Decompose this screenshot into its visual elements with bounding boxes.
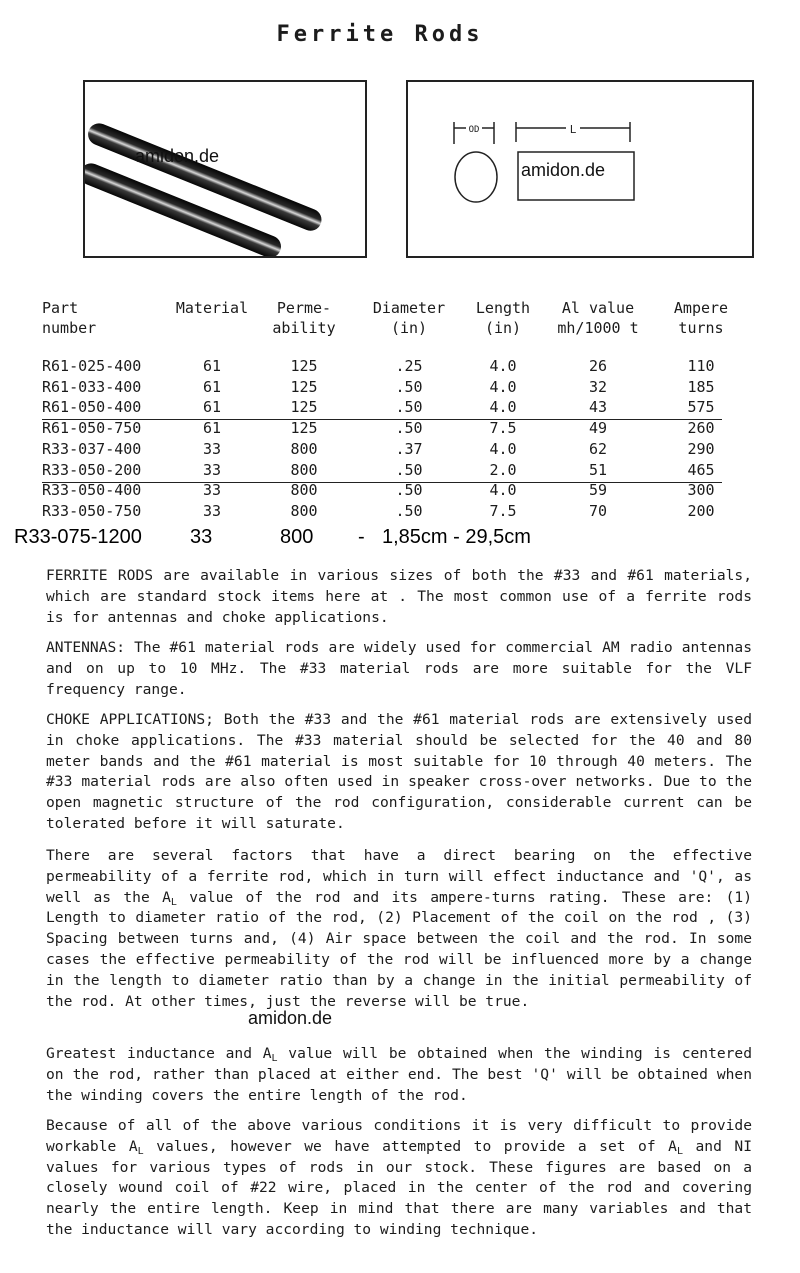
text-segment: values, however we have attempted to provide a set of A xyxy=(143,1137,677,1155)
table-cell: 70 xyxy=(588,501,608,520)
table-cell: R61-033-400 xyxy=(42,377,142,396)
table-rule xyxy=(42,419,722,420)
header-ampere-turns: Ampere turns xyxy=(673,299,729,337)
extra-dash: - xyxy=(358,526,365,548)
table-cell: 800 xyxy=(290,501,318,520)
table-rule xyxy=(42,482,722,483)
table-cell: 59 xyxy=(588,481,608,500)
table-cell: 800 xyxy=(290,439,318,458)
table-cell: 61 xyxy=(202,377,222,396)
table-cell: .50 xyxy=(395,460,423,479)
table-cell: 125 xyxy=(290,419,318,438)
table-cell: 32 xyxy=(588,377,608,396)
table-cell: .50 xyxy=(395,377,423,396)
table-cell: 33 xyxy=(202,501,222,520)
table-cell: 125 xyxy=(290,398,318,417)
table-cell: .37 xyxy=(395,439,423,458)
table-cell: 49 xyxy=(588,419,608,438)
table-cell: 125 xyxy=(290,377,318,396)
table-cell: 290 xyxy=(687,439,715,458)
extra-permeability: 800 xyxy=(280,526,314,548)
text-segment: value of the rod and its ampere-turns rating. These are: (1) Length to diameter ratio of the rod, (2) Placement of the coil on the rod , (3) Spacing between turns and, (4) Air space between the coil and the rod. In some cases the effective permeability of the rod will be influenced more by a change in the length to diameter ratio than by a change in the initial permeability of the rod. At other times, just the reverse will be true. xyxy=(46,888,752,1010)
header-length: Length (in) xyxy=(475,299,531,337)
table-cell: 185 xyxy=(687,377,715,396)
table-cell: R33-050-200 xyxy=(42,460,142,479)
table-cell: 7.5 xyxy=(489,419,517,438)
table-cell: 110 xyxy=(687,357,715,375)
table-cell: 4.0 xyxy=(489,377,517,396)
od-label: OD xyxy=(468,125,480,135)
table-cell: 26 xyxy=(588,357,608,375)
table-cell: 260 xyxy=(687,419,715,438)
table-cell: .50 xyxy=(395,481,423,500)
text-segment: and NI values for various types of rods in our stock. These figures are based on a closely wound coil of #22 wire, placed in the center of the rod and covering nearly the entire length. Keep in mind that there are many variables and that the inductance will vary according to winding technique. xyxy=(46,1137,752,1238)
table-cell: 51 xyxy=(588,460,608,479)
paragraph-inductance xyxy=(46,1044,752,1106)
table-cell: 61 xyxy=(202,419,222,438)
rod-photo-figure xyxy=(83,80,367,258)
table-cell: .50 xyxy=(395,419,423,438)
table-cell: R61-050-750 xyxy=(42,419,142,438)
table-cell: R33-050-400 xyxy=(42,481,142,500)
subscript: L xyxy=(170,896,177,908)
subscript: L xyxy=(676,1145,683,1157)
table-cell: 300 xyxy=(687,481,715,500)
table-cell: .50 xyxy=(395,501,423,520)
subscript: L xyxy=(271,1053,278,1064)
table-cell: 43 xyxy=(588,398,608,417)
header-part-number: Part number xyxy=(42,299,97,337)
watermark: amidon.de xyxy=(135,146,220,166)
table-cell: 200 xyxy=(687,501,715,520)
paragraph-intro: FERRITE RODS are available in various sizes of both the #33 and #61 materials, which are standard stock items here at . The most common use of a ferrite rods is for antennas and choke applications. xyxy=(46,567,752,626)
header-al-value: Al value mh/1000 t xyxy=(557,299,639,337)
table-cell: 33 xyxy=(202,460,222,479)
table-cell: 33 xyxy=(202,439,222,458)
text-segment: There are several factors that have a direct bearing on the effective permeability of a ferrite rod, which in turn will effect inductance and 'Q', as well as the A xyxy=(46,847,752,906)
extra-dimensions: 1,85cm - 29,5cm xyxy=(382,526,531,548)
table-cell: 465 xyxy=(687,460,715,479)
table-cell: 61 xyxy=(202,398,222,417)
paragraph-antennas: ANTENNAS: The #61 material rods are widely used for commercial AM radio antennas and on up to 10 MHz. The #33 material rods are more suitable for the VLF frequency range. xyxy=(46,639,752,698)
table-cell: 61 xyxy=(202,357,222,375)
table-cell: 4.0 xyxy=(489,481,517,500)
table-cell: R33-037-400 xyxy=(42,439,142,458)
table-cell: .25 xyxy=(395,357,423,375)
table-cell: R33-050-750 xyxy=(42,501,142,520)
paragraph-choke: CHOKE APPLICATIONS; Both the #33 and the #61 material rods are extensively used in choke applications. The #33 material should be selected for the 40 and 80 meter bands and the #61 material is most suitable for 10 through 40 meters. The #33 material rods are also often used in speaker cross-over networks. Due to the open magnetic structure of the rod configuration, considerable current can be tolerated before it will saturate. xyxy=(46,711,752,832)
rod-dimension-drawing xyxy=(406,80,754,258)
header-permeability: Perme- ability xyxy=(272,299,336,337)
text-segment: value will be obtained when the winding is centered on the rod, rather than placed at either end. The best 'Q' will be obtained when the winding covers the entire length of the rod. xyxy=(46,1045,752,1104)
table-cell: 125 xyxy=(290,357,318,375)
header-material: Material xyxy=(175,299,249,317)
table-cell: 800 xyxy=(290,481,318,500)
table-cell: 575 xyxy=(687,398,715,417)
subscript: L xyxy=(137,1145,144,1157)
extra-material: 33 xyxy=(190,526,213,548)
ferrite-rods-photo xyxy=(85,82,365,256)
table-cell: .50 xyxy=(395,398,423,417)
table-cell: 7.5 xyxy=(489,501,517,520)
table-cell: 4.0 xyxy=(489,357,517,375)
text-segment: Because of all of the above various conditions it is very difficult to provide workable A xyxy=(46,1117,752,1155)
table-cell: 800 xyxy=(290,460,318,479)
table-cell: 62 xyxy=(588,439,608,458)
table-cell: R61-050-400 xyxy=(42,398,142,417)
header-diameter: Diameter (in) xyxy=(372,299,446,337)
table-cell: 2.0 xyxy=(489,460,517,479)
table-cell: 33 xyxy=(202,481,222,500)
text-segment: Greatest inductance and A xyxy=(46,1045,272,1062)
table-cell: R61-025-400 xyxy=(42,357,142,375)
paragraph-conditions xyxy=(46,1116,752,1241)
table-cell: 4.0 xyxy=(489,439,517,458)
length-label: L xyxy=(569,123,577,136)
watermark: amidon.de xyxy=(521,160,606,180)
extra-part-number: R33-075-1200 xyxy=(14,526,142,548)
paragraph-factors xyxy=(46,846,752,1012)
table-cell: 4.0 xyxy=(489,398,517,417)
watermark: amidon.de xyxy=(248,1008,333,1028)
page-title: Ferrite Rods xyxy=(276,22,484,47)
